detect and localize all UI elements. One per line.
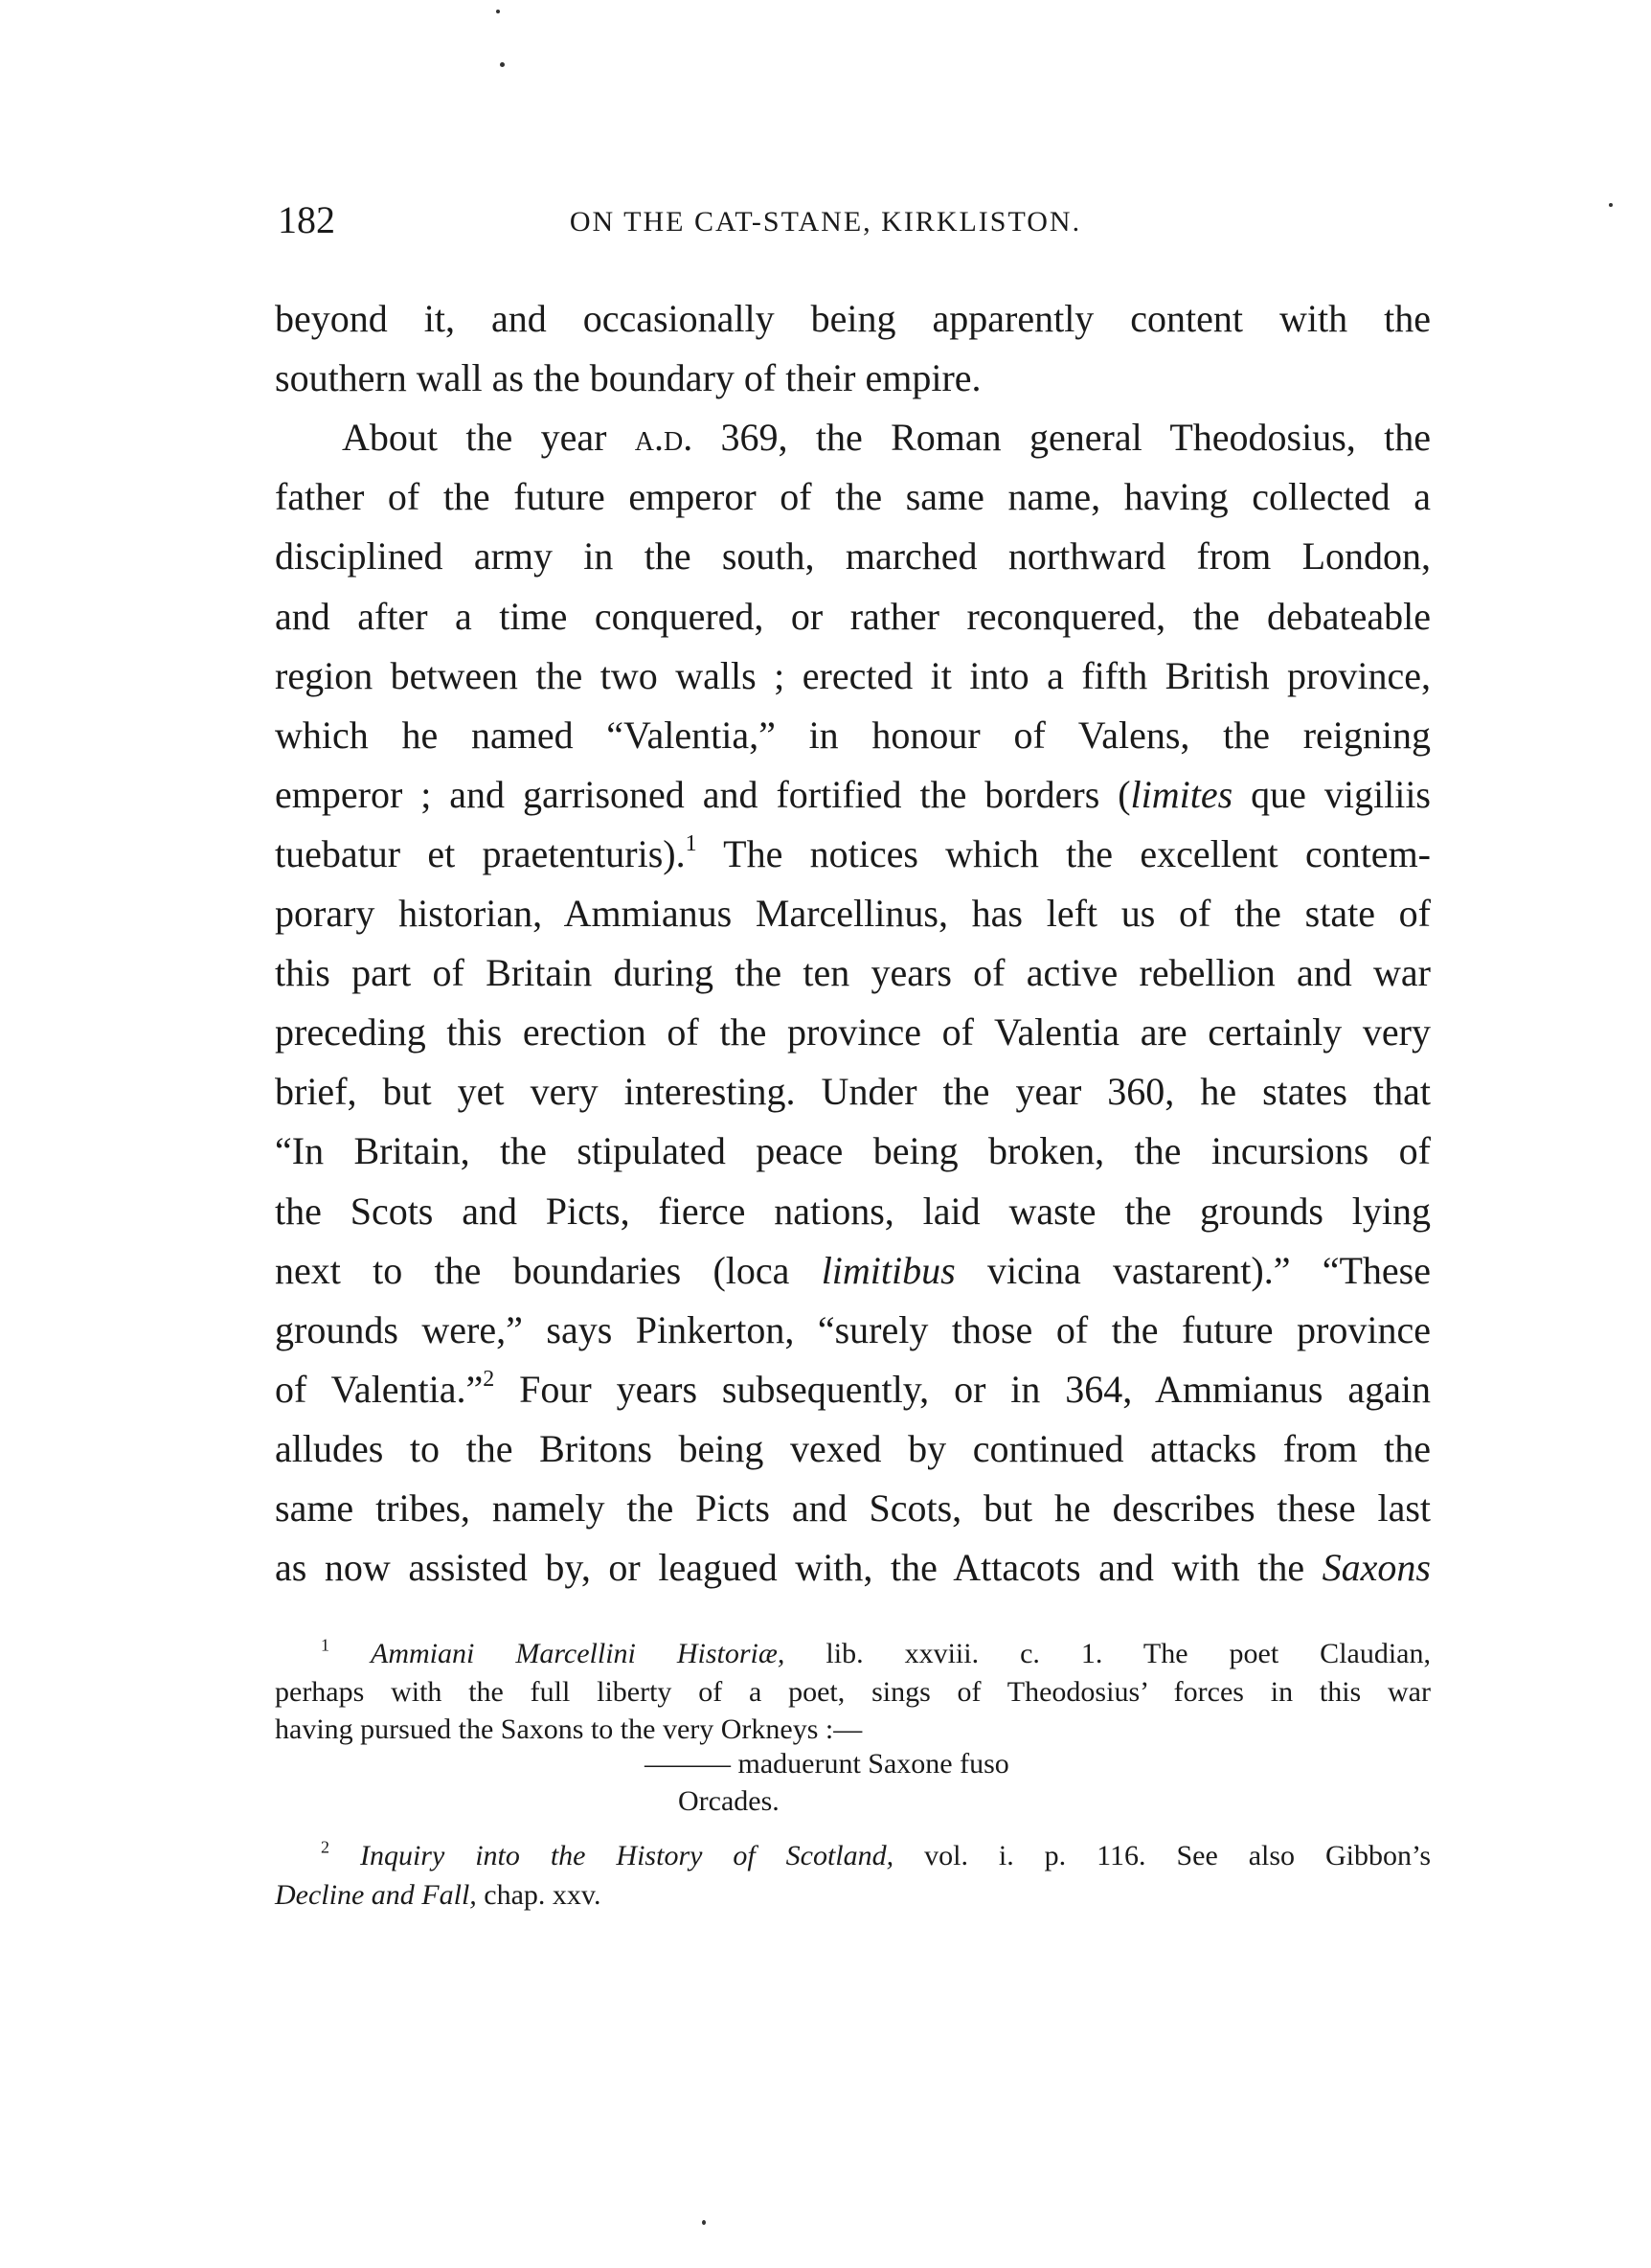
text-line [275, 706, 1431, 765]
text-line [275, 1360, 1431, 1419]
footnote-marker: 1 [321, 1635, 329, 1655]
text-segment: as now assisted by, or leagued with, the Attacots and with the [275, 1546, 1323, 1590]
text-segment: About the year [342, 416, 635, 460]
text-segment: The notices which the excellent contem- [696, 831, 1431, 875]
text-line [275, 527, 1431, 586]
italic-text: limitibus [821, 1248, 956, 1292]
text-line [275, 587, 1431, 646]
page-number: 182 [278, 198, 335, 241]
scan-speck [496, 10, 500, 13]
text-segment: tuebatur et praetenturis). [275, 831, 686, 875]
footnote-marker: 2 [483, 1367, 495, 1392]
text-segment: a.d. [634, 416, 693, 460]
text-segment: vol. i. p. 116. See also Gibbon’s [893, 1840, 1431, 1871]
text-segment: the Scots and Picts, fierce nations, laid waste the grounds lying [275, 1189, 1431, 1233]
text-segment: which he named “Valentia,” in honour of Valens, the reigning [275, 713, 1431, 757]
text-line [275, 1182, 1431, 1241]
text-segment: next to the boundaries (loca [275, 1248, 822, 1292]
text-line [275, 1479, 1431, 1538]
text-line [275, 1635, 1431, 1673]
text-line [275, 1837, 1431, 1875]
text-segment: “In Britain, the stipulated peace being broken, the incursions of [275, 1129, 1431, 1173]
text-segment: lib. xxviii. c. 1. The poet Claudian, [784, 1638, 1431, 1669]
running-title: ON THE CAT-STANE, KIRKLISTON. [569, 206, 1082, 238]
italic-text: Ammiani Marcellini Historiæ, [371, 1638, 785, 1669]
scan-speck [500, 62, 505, 67]
text-segment: of Valentia.” [275, 1367, 484, 1411]
text-segment: southern wall as the boundary of their empire. [275, 356, 982, 400]
text-segment: que vigiliis [1233, 772, 1431, 816]
text-segment: this part of Britain during the ten years of active rebellion and war [275, 951, 1431, 995]
text-segment: alludes to the Britons being vexed by continued attacks from the [275, 1426, 1431, 1470]
verse-line-1: ——— maduerunt Saxone fuso [645, 1748, 1009, 1780]
text-line [275, 1241, 1431, 1301]
text-segment: perhaps with the full liberty of a poet, sings of Theodosius’ forces in this war [275, 1675, 1431, 1708]
text-segment: Four years subsequently, or in 364, Ammianus again [494, 1367, 1432, 1411]
scan-speck [702, 2220, 706, 2225]
text-line [275, 1122, 1431, 1181]
text-line [275, 943, 1431, 1003]
italic-text: Saxons [1322, 1546, 1431, 1590]
text-line [275, 884, 1431, 943]
text-line [275, 467, 1431, 527]
text-line [275, 1876, 1431, 1915]
text-segment: chap. xxv. [476, 1878, 601, 1911]
text-segment: beyond it, and occasionally being apparently content with the [275, 297, 1431, 340]
footnote-marker: 1 [685, 831, 697, 857]
text-segment: region between the two walls ; erected it into a fifth British province, [275, 653, 1431, 697]
text-line [275, 1419, 1431, 1479]
text-line [275, 825, 1431, 884]
text-line [275, 1003, 1431, 1062]
text-line [275, 1538, 1431, 1598]
text-line [275, 1673, 1431, 1712]
italic-text: Inquiry into the History of Scotland, [359, 1840, 894, 1871]
footnote-marker: 2 [321, 1837, 329, 1857]
text-segment: father of the future emperor of the same name, having collected a [275, 475, 1431, 519]
text-line [275, 408, 1431, 467]
text-segment: emperor ; and garrisoned and fortified the borders ( [275, 772, 1131, 816]
text-line [275, 765, 1431, 825]
verse-line-2: Orcades. [678, 1785, 780, 1817]
text-segment: 369, the Roman general Theodosius, the [692, 416, 1431, 460]
italic-text: limites [1130, 772, 1233, 816]
text-segment: brief, but yet very interesting. Under the year 360, he states that [275, 1070, 1431, 1114]
text-segment: preceding this erection of the province of Valentia are certainly very [275, 1010, 1431, 1055]
text-line [275, 1301, 1431, 1360]
text-segment [329, 1840, 360, 1871]
text-segment: same tribes, namely the Picts and Scots, but he describes these last [275, 1486, 1431, 1530]
text-segment: vicina vastarent).” “These [955, 1248, 1431, 1292]
text-line [275, 1711, 1431, 1749]
text-segment: and after a time conquered, or rather reconquered, the debateable [275, 594, 1431, 638]
text-segment: having pursued the Saxons to the very Orkneys :— [275, 1713, 863, 1745]
text-segment: porary historian, Ammianus Marcellinus, has left us of the state of [275, 892, 1431, 935]
text-segment: grounds were,” says Pinkerton, “surely those of the future province [275, 1307, 1431, 1351]
scan-speck [1609, 203, 1613, 207]
text-line [275, 289, 1431, 349]
text-line [275, 1062, 1431, 1122]
text-segment: disciplined army in the south, marched northward from London, [275, 534, 1431, 578]
text-line [275, 349, 1431, 408]
text-segment [329, 1638, 371, 1669]
italic-text: Decline and Fall, [275, 1878, 477, 1911]
text-line [275, 646, 1431, 706]
